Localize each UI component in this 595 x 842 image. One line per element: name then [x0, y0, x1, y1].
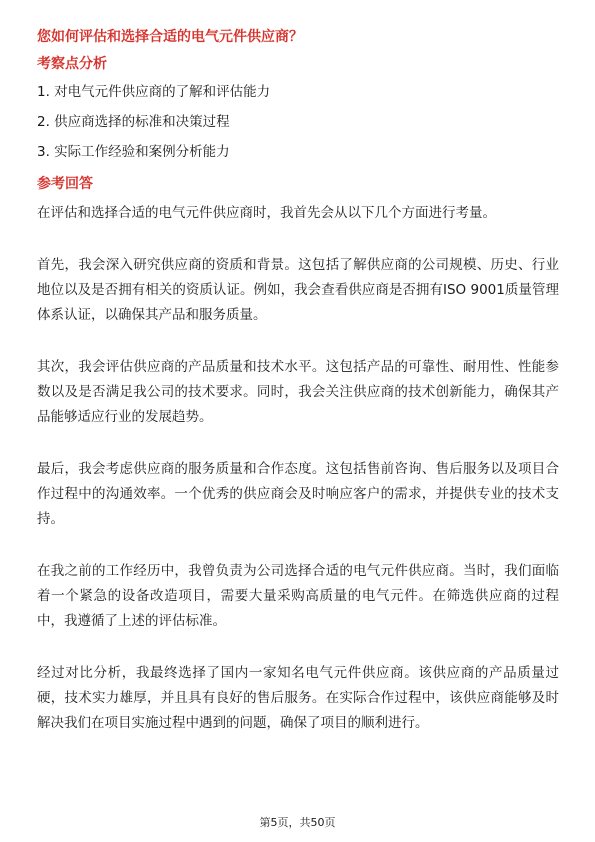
analysis-heading: 考察点分析 — [37, 56, 107, 72]
analysis-point-3: 3. 实际工作经验和案例分析能力 — [37, 144, 230, 160]
answer-paragraph-1: 在评估和选择合适的电气元件供应商时，我首先会从以下几个方面进行考量。 — [37, 205, 496, 221]
answer-heading: 参考回答 — [37, 176, 93, 192]
answer-paragraph-2: 首先，我会深入研究供应商的资质和背景。这包括了解供应商的公司规模、历史、行业地位以及是否拥有相关的资质认证。例如，我会查看供应商是否拥有ISO 9001质量管理体系认证，以确保其产品和服务质量。 — [37, 257, 559, 323]
answer-body — [37, 201, 559, 763]
question-title: 您如何评估和选择合适的电气元件供应商？ — [37, 29, 303, 45]
answer-paragraph-4: 最后，我会考虑供应商的服务质量和合作态度。这包括售前咨询、售后服务以及项目合作过程中的沟通效率。一个优秀的供应商会及时响应客户的需求，并提供专业的技术支持。 — [37, 461, 559, 527]
answer-paragraph-5: 在我之前的工作经历中，我曾负责为公司选择合适的电气元件供应商。当时，我们面临着一个紧急的设备改造项目，需要大量采购高质量的电气元件。在筛选供应商的过程中，我遵循了上述的评估标准。 — [37, 563, 559, 629]
answer-paragraph-3: 其次，我会评估供应商的产品质量和技术水平。这包括产品的可靠性、耐用性、性能参数以及是否满足我公司的技术要求。同时，我会关注供应商的技术创新能力，确保其产品能够适应行业的发展趋势。 — [37, 359, 559, 425]
analysis-points-list — [37, 82, 557, 172]
answer-paragraph-6: 经过对比分析，我最终选择了国内一家知名电气元件供应商。该供应商的产品质量过硬，技术实力雄厚，并且具有良好的售后服务。在实际合作过程中，该供应商能够及时解决我们在项目实施过程中遇到的问题，确保了项目的顺利进行。 — [37, 665, 559, 731]
analysis-point-1: 1. 对电气元件供应商的了解和评估能力 — [37, 84, 271, 100]
page-footer: 第5页，共50页 — [259, 816, 336, 829]
analysis-point-2: 2. 供应商选择的标准和决策过程 — [37, 114, 230, 130]
